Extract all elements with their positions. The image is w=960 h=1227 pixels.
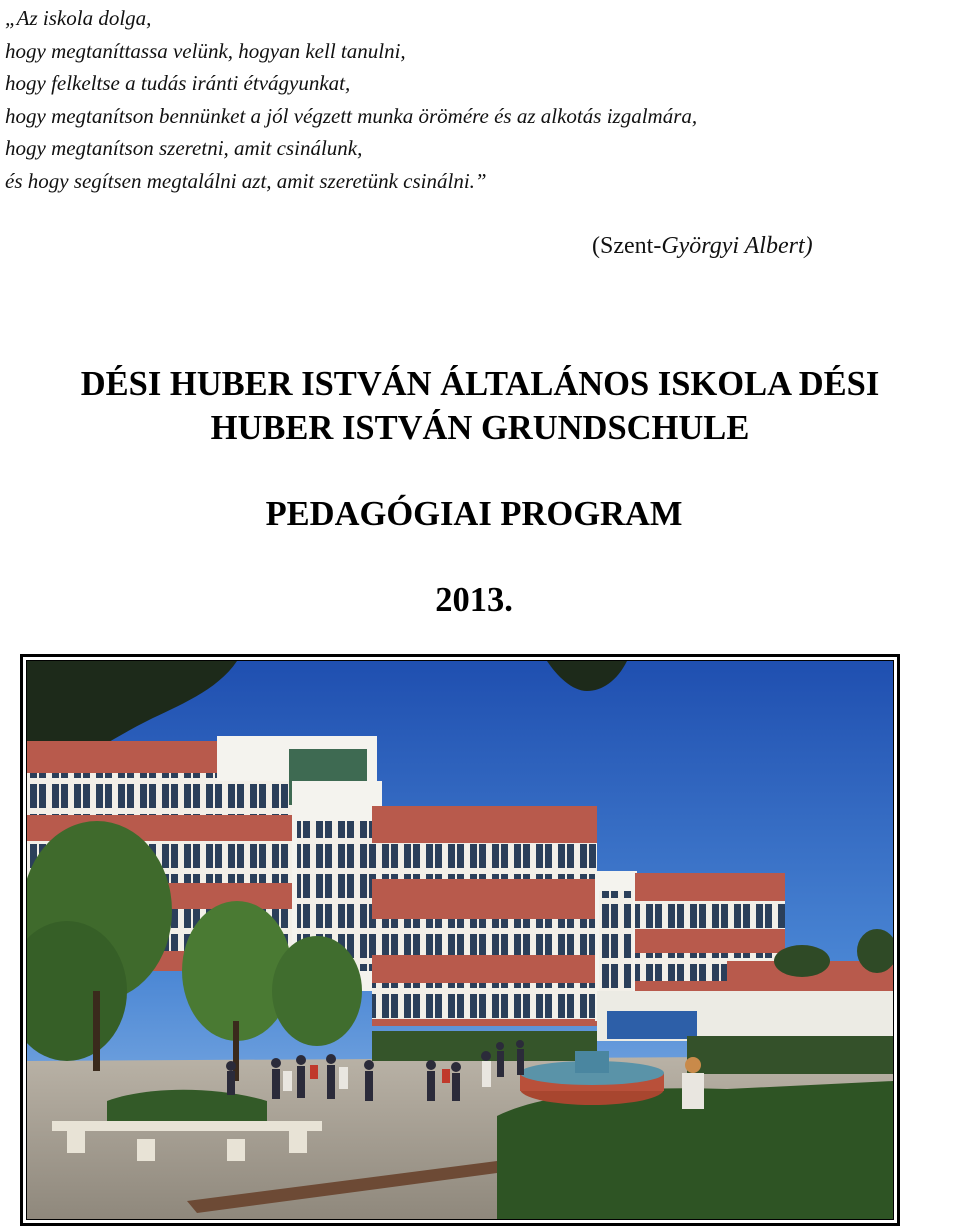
school-name-line-1: DÉSI HUBER ISTVÁN ÁLTALÁNOS ISKOLA DÉSI: [80, 365, 880, 403]
quote-line: hogy megtanítson bennünket a jól végzett munka örömére és az alkotás izgalmára,: [5, 103, 698, 128]
quote-attribution: [592, 228, 813, 264]
school-name-line-2: HUBER ISTVÁN GRUNDSCHULE: [210, 409, 750, 447]
program-title: PEDAGÓGIAI PROGRAM: [265, 495, 683, 533]
attribution-prefix: (Szent-: [592, 233, 662, 259]
quote-line: és hogy segítsen megtalálni azt, amit szeretünk csinálni.”: [5, 168, 487, 193]
school-building-photo: [26, 660, 894, 1220]
quote-line: hogy felkeltse a tudás iránti étvágyunkat,: [5, 71, 351, 96]
motto-quote: [5, 2, 960, 198]
school-name-heading: [0, 362, 960, 450]
school-building-photo-frame: [20, 654, 900, 1226]
document-year: 2013.: [435, 581, 513, 619]
attribution-name: Györgyi Albert): [661, 233, 813, 259]
quote-line: hogy megtaníttassa velünk, hogyan kell tanulni,: [5, 38, 406, 63]
quote-line: hogy megtanítson szeretni, amit csinálunk,: [5, 136, 363, 161]
quote-line: „Az iskola dolga,: [5, 6, 152, 30]
